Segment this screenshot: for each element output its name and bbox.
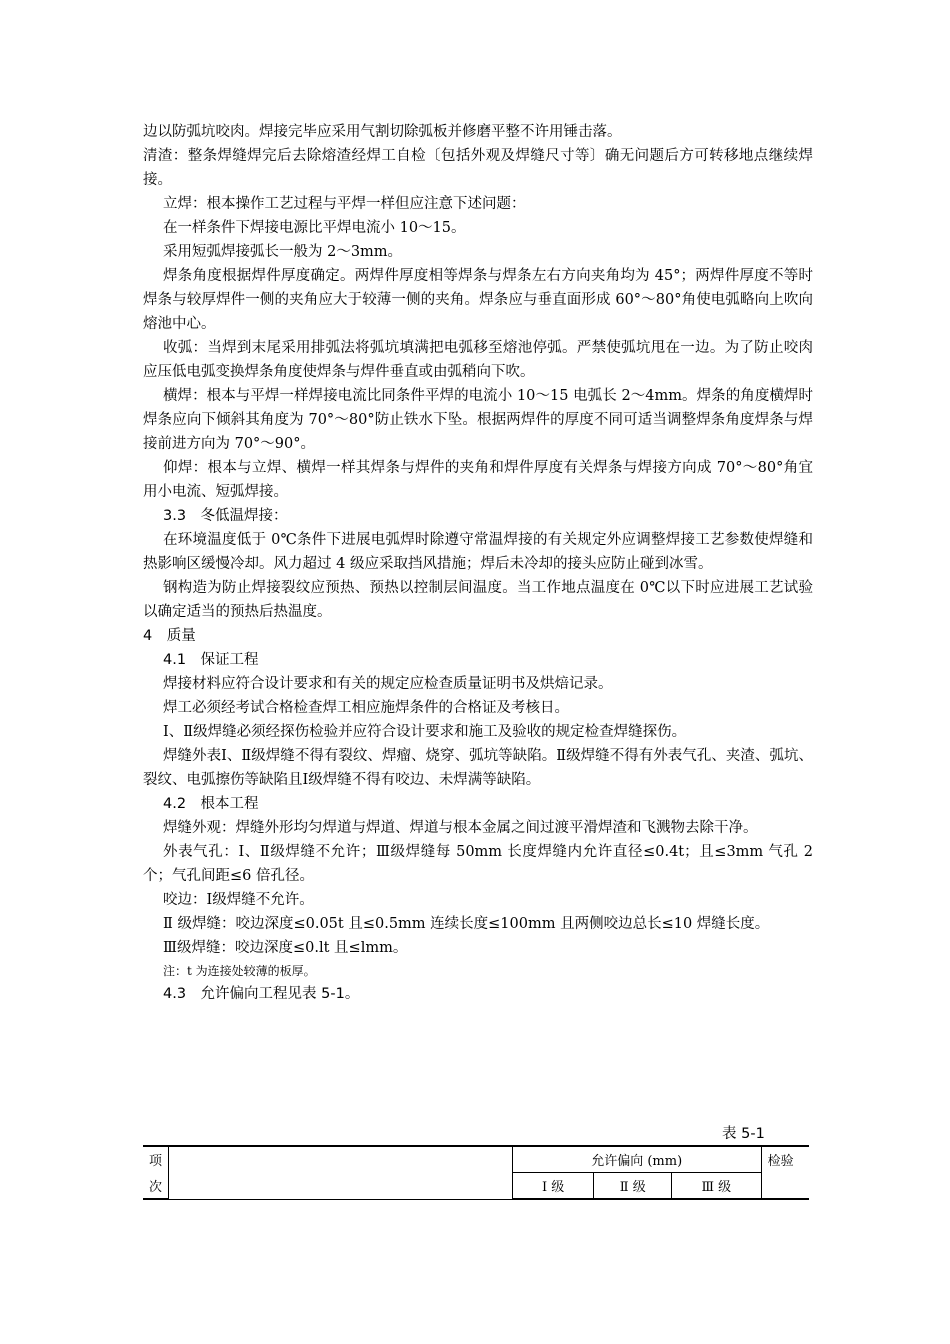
paragraph: 3.3 冬低温焊接： [163, 508, 288, 524]
paragraph: 外表气孔：Ⅰ、Ⅱ级焊缝不允许；Ⅲ级焊缝每 50mm 长度焊缝内允许直径≤0.4t；且≤3mm 气孔 2 个；气孔间距≤6 倍孔径。 [143, 844, 813, 884]
grade-3: Ⅲ 级 [672, 1173, 762, 1200]
paragraph: 咬边：Ⅰ级焊缝不允许。 [163, 892, 314, 908]
paragraph: 4.1 保证工程 [163, 652, 259, 668]
paragraph: 4.3 允许偏向工程见表 5-1。 [163, 986, 360, 1002]
header-item: 项 [143, 1146, 169, 1173]
paragraph: 边以防弧坑咬肉。焊接完毕应采用气割切除弧板并修磨平整不许用锤击落。 [143, 124, 622, 140]
paragraph: 仰焊：根本与立焊、横焊一样其焊条与焊件的夹角和焊件厚度有关焊条与焊接方向成 70°～80°角宜用小电流、短弧焊接。 [143, 460, 813, 500]
paragraph: 在环境温度低于 0℃条件下进展电弧焊时除遵守常温焊接的有关规定外应调整焊接工艺参数使焊缝和热影响区缓慢冷却。风力超过 4 级应采取挡风措施；焊后未冷却的接头应防止碰到冰雪。 [143, 532, 813, 572]
header-item-2: 次 [143, 1173, 169, 1200]
paragraph: 焊缝外观：焊缝外形均匀焊道与焊道、焊道与根本金属之间过渡平滑焊渣和飞溅物去除干净。 [163, 820, 758, 836]
table-caption: 表 5-1 [722, 1126, 765, 1142]
grade-2: Ⅱ 级 [594, 1173, 672, 1200]
document-body [143, 120, 813, 1006]
paragraph: 4 质量 [143, 628, 196, 644]
paragraph: 立焊：根本操作工艺过程与平焊一样但应注意下述问题： [163, 196, 526, 212]
paragraph: 4.2 根本工程 [163, 796, 259, 812]
paragraph: Ⅲ级焊缝：咬边深度≤0.lt 且≤lmm。 [163, 940, 408, 956]
paragraph: 焊接材料应符合设计要求和有关的规定应检查质量证明书及烘焙记录。 [163, 676, 613, 692]
paragraph: 采用短弧焊接弧长一般为 2～3mm。 [163, 244, 403, 260]
header-blank [169, 1146, 513, 1199]
paragraph: 注：t 为连接处较薄的板厚。 [163, 964, 316, 978]
paragraph: 焊条角度根据焊件厚度确定。两焊件厚度相等焊条与焊条左右方向夹角均为 45°；两焊件厚度不等时焊条与较厚焊件一侧的夹角应大于较薄一侧的夹角。焊条应与垂直面形成 60°～80°角使电弧略向上吹向熔池中心。 [143, 268, 813, 332]
table-header-row [143, 1146, 809, 1173]
deviation-table [143, 1145, 809, 1200]
paragraph: Ⅱ 级焊缝：咬边深度≤0.05t 且≤0.5mm 连续长度≤100mm 且两侧咬边总长≤10 焊缝长度。 [163, 916, 770, 932]
paragraph: 钢构造为防止焊接裂纹应预热、预热以控制层间温度。当工作地点温度在 0℃以下时应进展工艺试验以确定适当的预热后热温度。 [143, 580, 813, 620]
paragraph: 收弧：当焊到末尾采用排弧法将弧坑填满把电弧移至熔池停弧。严禁使弧坑甩在一边。为了防止咬肉应压低电弧变换焊条角度使焊条与焊件垂直或由弧稍向下吹。 [143, 340, 813, 380]
paragraph: 在一样条件下焊接电源比平焊电流小 10～15。 [163, 220, 466, 236]
header-check-2 [761, 1173, 809, 1200]
paragraph: 清渣：整条焊缝焊完后去除熔渣经焊工自检〔包括外观及焊缝尺寸等〕确无问题后方可转移地点继续焊接。 [143, 148, 813, 188]
header-check: 检验 [761, 1146, 809, 1173]
grade-1: Ⅰ 级 [512, 1173, 594, 1200]
paragraph: 横焊：根本与平焊一样焊接电流比同条件平焊的电流小 10～15 电弧长 2～4mm。焊条的角度横焊时焊条应向下倾斜其角度为 70°～80°防止铁水下坠。根据两焊件的厚度不同可适当调整焊条角度焊条与焊接前进方向为 70°～90°。 [143, 388, 813, 452]
paragraph: 焊工必须经考试合格检查焊工相应施焊条件的合格证及考核日。 [163, 700, 569, 716]
header-deviation: 允许偏向 (mm) [512, 1146, 761, 1173]
paragraph: 焊缝外表Ⅰ、Ⅱ级焊缝不得有裂纹、焊瘤、烧穿、弧坑等缺陷。Ⅱ级焊缝不得有外表气孔、夹渣、弧坑、裂纹、电弧擦伤等缺陷且Ⅰ级焊缝不得有咬边、未焊满等缺陷。 [143, 748, 813, 788]
paragraph: Ⅰ、Ⅱ级焊缝必须经探伤检验并应符合设计要求和施工及验收的规定检查焊缝探伤。 [163, 724, 687, 740]
